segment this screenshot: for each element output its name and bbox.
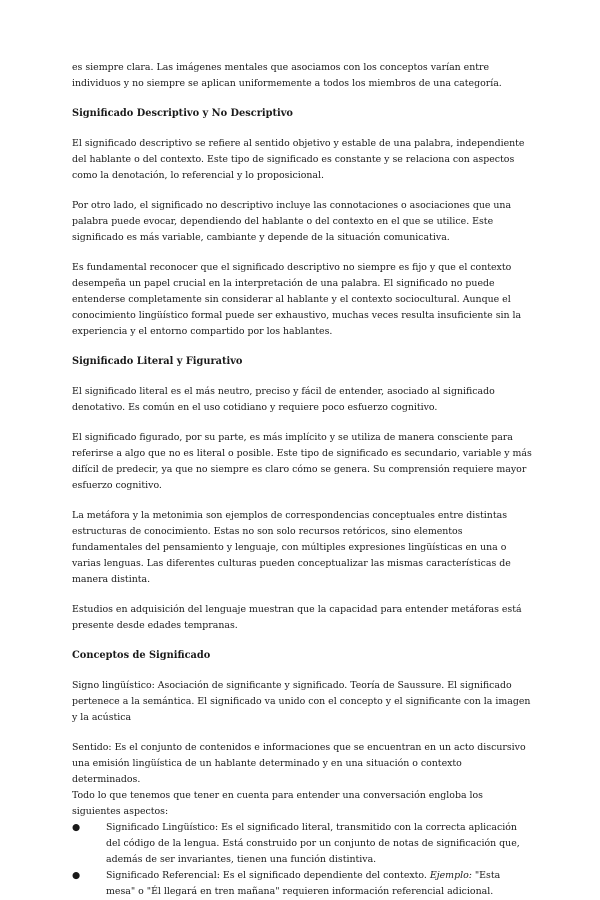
list-item-linguistico [72, 820, 532, 868]
heading-conceptos: Conceptos de Significado [72, 650, 211, 661]
signo-label: Signo lingüístico: [72, 680, 155, 691]
b2-text-b: "Esta mesa" o "Él llegará en tren mañana" requieren información referencial adicional. [106, 870, 501, 897]
paragraph-descriptivo-2: Por otro lado, el significado no descriptivo incluye las connotaciones o asociaciones que una palabra puede evocar, dependiendo del hablante o del contexto en el que se utilice. Este significado es más variable, cambiante y depende de la situación comunicativa. [72, 200, 512, 243]
bullet-text-linguistico [106, 820, 532, 868]
paragraph-literal-2: El significado figurado, por su parte, es más implícito y se utiliza de manera consciente para referirse a algo que no es literal o posible. Este tipo de significado es secundario, variable y más difícil de predecir, ya que no siempre es claro cómo se genera. Su comprensión requiere mayor esfuerzo cognitivo. [72, 432, 532, 491]
b1-text: Es el significado literal, transmitido con la correcta aplicación del código de la lengua. Está construido por un conjunto de notas de significación que, además de ser invariantes, tienen una función distintiva. [106, 822, 520, 865]
paragraph-descriptivo-1: El significado descriptivo se refiere al sentido objetivo y estable de una palabra, independiente del hablante o del contexto. Este tipo de significado es constante y se relaciona con aspectos como la denotación, lo referencial y lo proposicional. [72, 138, 525, 181]
b2-text-a: Es el significado dependiente del contexto. [219, 870, 430, 881]
bullet-icon: ● [72, 822, 81, 833]
signo-text: Asociación de significante y significado. Teoría de Saussure. El significado pertenece a la semántica. El significado va unido con el concepto y el significante con la imagen y la acústica [72, 680, 531, 723]
sentido-label: Sentido: [72, 742, 112, 753]
paragraph-signo [72, 678, 532, 726]
b2-example: Ejemplo: [429, 870, 472, 881]
sentido-text: Es el conjunto de contenidos e informaciones que se encuentran en un acto discursivo una emisión lingüística de un hablante determinado y en una situación o contexto determinados. [72, 742, 526, 785]
heading-descriptivo: Significado Descriptivo y No Descriptivo [72, 108, 293, 119]
b2-label: Significado Referencial: [106, 870, 220, 881]
paragraph-descriptivo-3: Es fundamental reconocer que el significado descriptivo no siempre es fijo y que el contexto desempeña un papel crucial en la interpretación de una palabra. El significado no puede entenderse completamente sin considerar al hablante y el contexto sociocultural. Aunque el conocimiento lingüístico formal puede ser exhaustivo, muchas veces resulta insuficiente sin la experiencia y el entorno compartido por los hablantes. [72, 262, 522, 337]
paragraph-literal-4: Estudios en adquisición del lenguaje muestran que la capacidad para entender metáforas está presente desde edades tempranas. [72, 604, 522, 631]
bullet-icon: ● [72, 870, 81, 881]
paragraph-sentido [72, 740, 532, 788]
paragraph-sentido-aspectos: Todo lo que tenemos que tener en cuenta para entender una conversación engloba los siguientes aspectos: [72, 790, 483, 817]
heading-literal: Significado Literal y Figurativo [72, 356, 243, 367]
list-item-referencial [72, 868, 532, 900]
paragraph-literal-3: La metáfora y la metonimia son ejemplos de correspondencias conceptuales entre distintas estructuras de conocimiento. Estas no son solo recursos retóricos, sino elementos fundamentales del pensamiento y lenguaje, con múltiples expresiones lingüísticas en una o varias lenguas. Las diferentes culturas pueden conceptualizar las mismas características de manera distinta. [72, 510, 511, 585]
bullet-text-referencial [106, 868, 532, 900]
paragraph-intro: es siempre clara. Las imágenes mentales que asociamos con los conceptos varían entre individuos y no siempre se aplican uniformemente a todos los miembros de una categoría. [72, 62, 502, 89]
b1-label: Significado Lingüístico: [106, 822, 219, 833]
paragraph-literal-1: El significado literal es el más neutro, preciso y fácil de entender, asociado al significado denotativo. Es común en el uso cotidiano y requiere poco esfuerzo cognitivo. [72, 386, 495, 413]
